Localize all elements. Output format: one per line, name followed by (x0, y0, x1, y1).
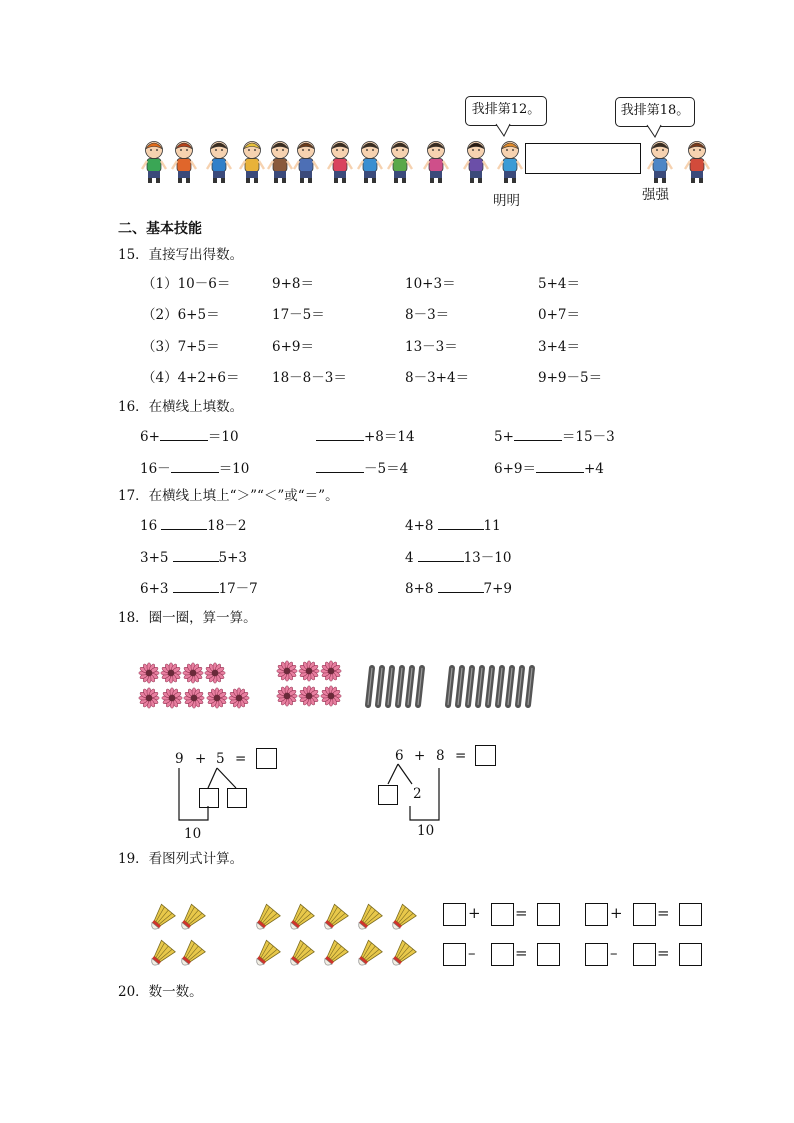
item-suffix: 13－10 (463, 550, 512, 566)
q19-operator: = (515, 944, 528, 962)
item-prefix: 4 (405, 550, 414, 566)
fill-in-item (405, 580, 512, 597)
q19-answer-box[interactable] (633, 943, 656, 966)
answer-blank[interactable] (418, 549, 464, 562)
fill-in-item (140, 517, 246, 534)
answer-blank[interactable] (161, 517, 207, 530)
shuttlecock-icon (145, 905, 175, 935)
item-suffix: ＝15－3 (561, 429, 615, 445)
eq1-answer-box[interactable] (256, 748, 277, 769)
flower-icon (182, 662, 204, 684)
eq1-a: 9 (175, 751, 184, 767)
flower-icon (138, 662, 160, 684)
q20-title: 20．数一数。 (118, 984, 203, 1000)
fill-in-item (494, 460, 604, 477)
q19-operator: + (468, 904, 481, 922)
flower-icon (320, 685, 342, 707)
eq1-ten: 10 (184, 826, 202, 842)
flower-icon (298, 660, 320, 682)
eq2-ten: 10 (417, 823, 435, 839)
q19-operator: + (610, 904, 623, 922)
q19-answer-box[interactable] (679, 943, 702, 966)
flower-icon (138, 687, 160, 709)
q19-answer-box[interactable] (443, 943, 466, 966)
item-suffix: 18－2 (207, 518, 247, 534)
child-figure (292, 139, 320, 185)
shuttlecock-icon (284, 941, 314, 971)
item-suffix: ＝10 (207, 429, 239, 445)
eq2-a: 6 (395, 748, 404, 764)
child-figure (205, 139, 233, 185)
name-mingming: 明明 (493, 193, 520, 209)
item-prefix: 8+8 (405, 581, 434, 597)
flower-icon (298, 685, 320, 707)
fill-in-item (494, 428, 615, 445)
q15-item: 9+9－5＝ (538, 370, 603, 386)
fill-in-item (140, 428, 239, 445)
flower-icon (204, 662, 226, 684)
q15-item: 9+8＝ (272, 276, 314, 292)
speech-bubble-right: 我排第18。 (615, 97, 695, 127)
item-suffix: +8＝14 (364, 429, 415, 445)
shuttlecock-icon (250, 941, 280, 971)
answer-blank[interactable] (160, 428, 208, 441)
child-figure (238, 139, 266, 185)
shuttlecock-icon (284, 905, 314, 935)
shuttlecock-icon (386, 941, 416, 971)
q15-item: 10+3＝ (405, 276, 456, 292)
answer-blank[interactable] (316, 460, 364, 473)
eq2-b: 8 (436, 748, 445, 764)
eq1-op: + (195, 751, 207, 767)
q19-operator: = (515, 904, 528, 922)
q15-title: 15．直接写出得数。 (118, 247, 244, 263)
item-prefix: 6+3 (140, 581, 169, 597)
item-prefix: 16 (140, 518, 158, 534)
flower-icon (228, 687, 250, 709)
q15-item: 17－5＝ (272, 307, 325, 323)
eq2-part: 2 (413, 786, 422, 802)
q15-item: （3）7+5＝ (142, 339, 220, 355)
q15-item: 3+4＝ (538, 339, 580, 355)
q19-answer-box[interactable] (537, 903, 560, 926)
item-suffix: +4 (584, 461, 604, 477)
child-figure (462, 139, 490, 185)
q15-item: 8－3＝ (405, 307, 450, 323)
eq2-eq: = (455, 748, 467, 764)
item-prefix: 4+8 (405, 518, 434, 534)
shuttlecock-icon (318, 941, 348, 971)
answer-blank[interactable] (173, 549, 219, 562)
child-figure (683, 139, 711, 185)
shuttlecock-icon (352, 905, 382, 935)
q16-title: 16．在横线上填数。 (118, 399, 244, 415)
child-figure (646, 139, 674, 185)
fill-in-item (316, 460, 408, 477)
shuttlecock-icon (175, 905, 205, 935)
fill-in-item (140, 460, 249, 477)
child-figure (386, 139, 414, 185)
item-suffix: 17－7 (218, 581, 258, 597)
child-figure (356, 139, 384, 185)
item-prefix: 6+ (140, 429, 160, 445)
answer-blank[interactable] (173, 580, 219, 593)
q15-item: 5+4＝ (538, 276, 580, 292)
flower-icon (160, 662, 182, 684)
answer-blank[interactable] (514, 428, 562, 441)
fill-in-item (140, 549, 247, 566)
child-figure (170, 139, 198, 185)
eq1-bracket-lines (170, 766, 250, 826)
eq1-b: 5 (216, 751, 225, 767)
flower-icon (206, 687, 228, 709)
shuttlecock-icon (352, 941, 382, 971)
stick-bundle (442, 665, 544, 713)
q15-item: （2）6+5＝ (142, 307, 220, 323)
answer-blank[interactable] (536, 460, 584, 473)
shuttlecock-icon (386, 905, 416, 935)
child-figure (326, 139, 354, 185)
flower-icon (276, 685, 298, 707)
name-qiangqiang: 强强 (642, 187, 669, 203)
q19-answer-box[interactable] (491, 903, 514, 926)
flower-icon (161, 687, 183, 709)
item-prefix: 3+5 (140, 550, 169, 566)
q19-operator: – (468, 944, 476, 962)
answer-blank[interactable] (316, 428, 364, 441)
q19-answer-box[interactable] (679, 903, 702, 926)
bubble-tail-right (645, 125, 665, 139)
item-prefix: 5+ (494, 429, 514, 445)
item-prefix: 6+9＝ (494, 461, 536, 477)
item-prefix: 16－ (140, 461, 171, 477)
q15-item: 6+9＝ (272, 339, 314, 355)
q19-operator: = (657, 944, 670, 962)
q15-item: （4）4+2+6＝ (142, 370, 240, 386)
answer-blank[interactable] (438, 580, 484, 593)
q15-item: 13－3＝ (405, 339, 458, 355)
q19-answer-box[interactable] (443, 903, 466, 926)
flower-icon (276, 660, 298, 682)
fill-in-item (316, 428, 415, 445)
eq2-answer-box[interactable] (475, 745, 496, 766)
q15-item: 18－8－3＝ (272, 370, 347, 386)
answer-blank[interactable] (171, 460, 219, 473)
eq2-op: + (414, 748, 426, 764)
q18-title: 18．圈一圈，算一算。 (118, 610, 257, 626)
q17-title: 17．在横线上填上“＞”“＜”或“＝”。 (118, 488, 339, 504)
speech-bubble-left: 我排第12。 (465, 96, 547, 126)
fill-in-item (405, 549, 511, 566)
child-figure (496, 139, 524, 185)
q19-operator: = (657, 904, 670, 922)
q19-answer-box[interactable] (633, 903, 656, 926)
q19-answer-box[interactable] (491, 943, 514, 966)
q19-answer-box[interactable] (585, 943, 608, 966)
child-figure (266, 139, 294, 185)
shuttlecock-icon (175, 941, 205, 971)
fill-in-item (405, 517, 501, 534)
q19-answer-box[interactable] (585, 903, 608, 926)
shuttlecock-icon (250, 905, 280, 935)
queue-answer-box[interactable] (525, 143, 641, 174)
shuttlecock-icon (318, 905, 348, 935)
item-suffix: －5＝4 (364, 461, 409, 477)
eq2-bracket-lines (380, 762, 460, 822)
stick-bundle (362, 665, 434, 713)
q15-item: （1）10－6＝ (142, 276, 231, 292)
answer-blank[interactable] (438, 517, 484, 530)
shuttlecock-icon (145, 941, 175, 971)
item-suffix: ＝10 (218, 461, 250, 477)
flower-icon (183, 687, 205, 709)
bubble-tail-left (494, 124, 514, 138)
q15-item: 0+7＝ (538, 307, 580, 323)
item-suffix: 7+9 (483, 581, 512, 597)
q19-title: 19．看图列式计算。 (118, 851, 244, 867)
q19-operator: – (610, 944, 618, 962)
item-suffix: 11 (483, 518, 501, 534)
section-title: 二、基本技能 (118, 221, 202, 237)
q19-answer-box[interactable] (537, 943, 560, 966)
flower-icon (320, 660, 342, 682)
child-figure (422, 139, 450, 185)
q15-item: 8－3+4＝ (405, 370, 470, 386)
child-figure (140, 139, 168, 185)
eq1-eq: = (235, 751, 247, 767)
item-suffix: 5+3 (218, 550, 247, 566)
fill-in-item (140, 580, 258, 597)
